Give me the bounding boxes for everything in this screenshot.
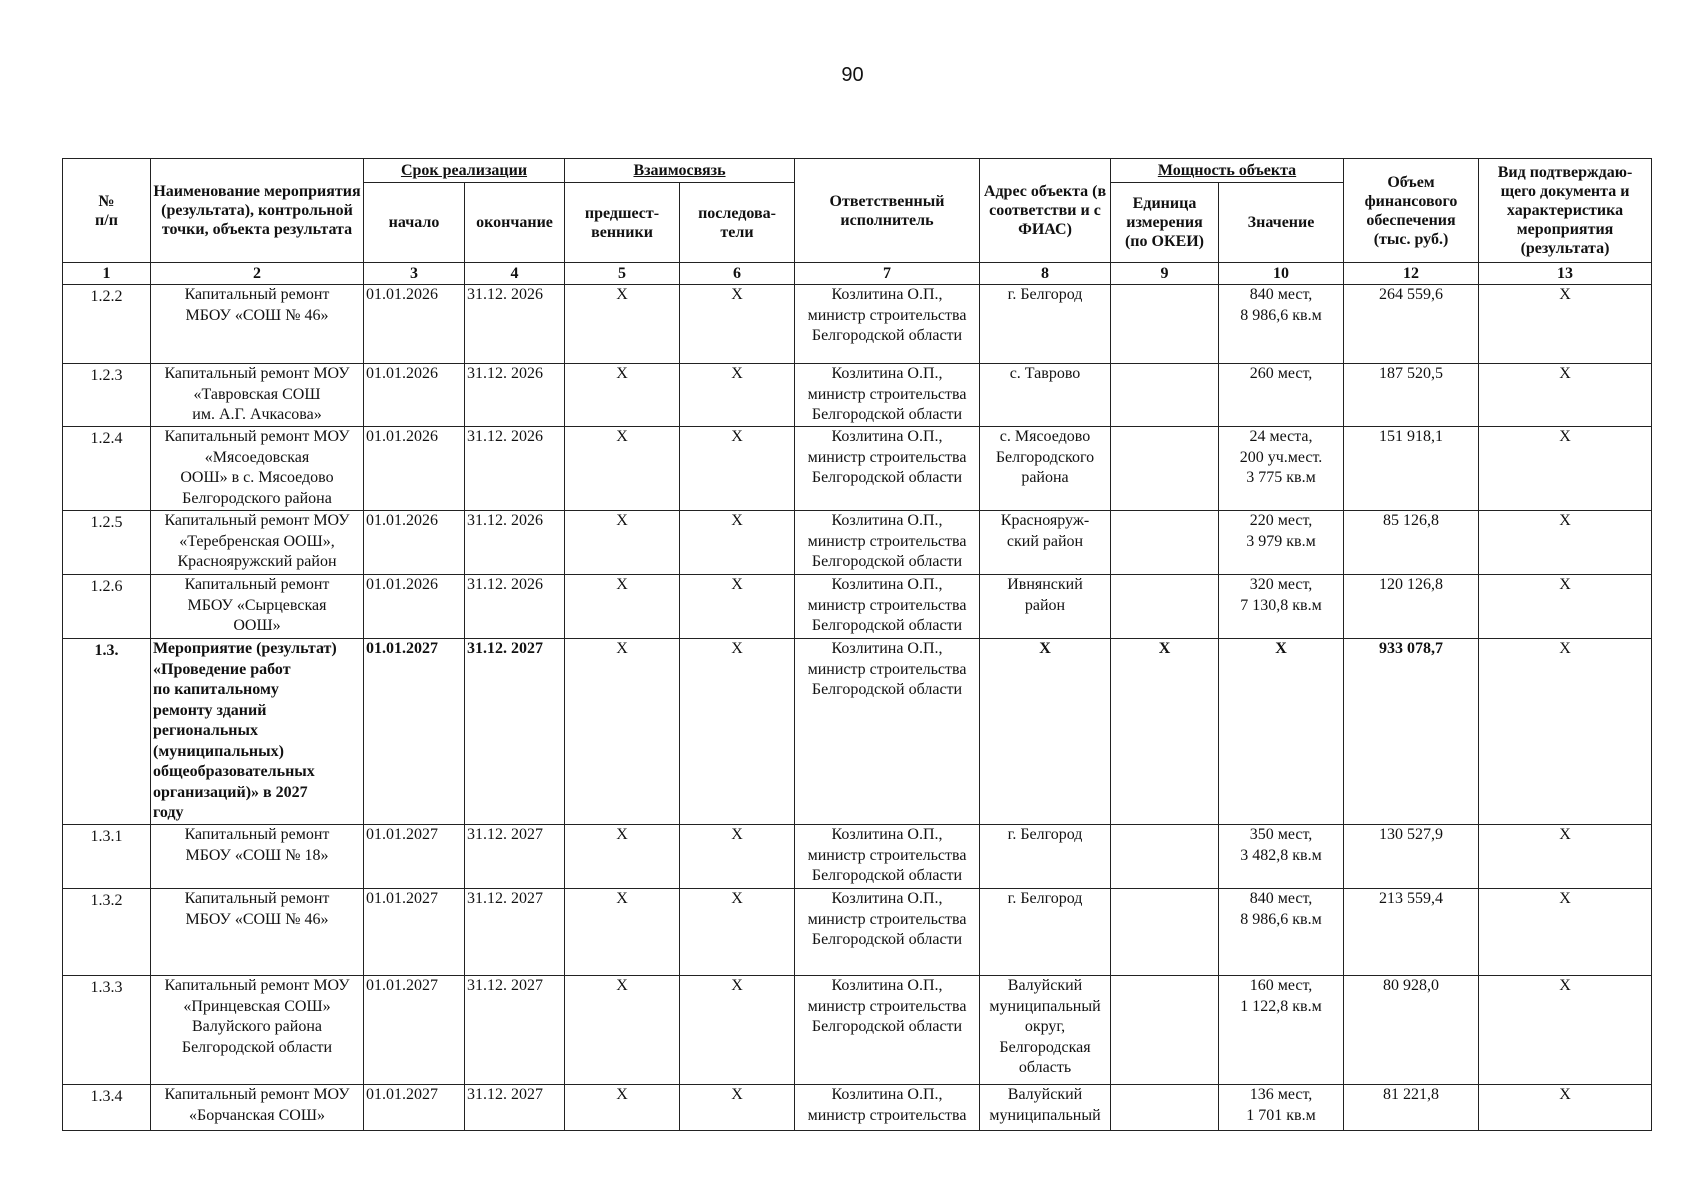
row-number: 1.2.4 <box>63 427 151 511</box>
end-date: 31.12. 2027 <box>465 976 565 1085</box>
object-address: Валуйский муниципальный <box>980 1085 1111 1131</box>
predecessors: X <box>565 575 680 639</box>
predecessors: X <box>565 364 680 427</box>
unit-of-measure <box>1111 976 1219 1085</box>
header-document: Вид подтверждаю-щего документа и характеристика мероприятия (результата) <box>1479 159 1652 263</box>
row-number: 1.3.1 <box>63 825 151 889</box>
row-number: 1.2.2 <box>63 285 151 364</box>
row-number: 1.2.3 <box>63 364 151 427</box>
financing-amount: 130 527,9 <box>1344 825 1479 889</box>
header-num: № п/п <box>63 159 151 263</box>
table-row <box>63 364 1652 427</box>
unit-of-measure <box>1111 575 1219 639</box>
header-value: Значение <box>1219 183 1344 263</box>
measure-name: Капитальный ремонт МОУ «Борчанская СОШ» <box>151 1085 364 1131</box>
capacity-value: 220 мест, 3 979 кв.м <box>1219 511 1344 575</box>
financing-amount: 120 126,8 <box>1344 575 1479 639</box>
column-number: 7 <box>795 263 980 285</box>
page-number: 90 <box>841 64 864 86</box>
column-number: 12 <box>1344 263 1479 285</box>
responsible-person: Козлитина О.П., министр строительства Белгородской области <box>795 889 980 976</box>
responsible-person: Козлитина О.П., министр строительства Белгородской области <box>795 364 980 427</box>
successors: X <box>680 976 795 1085</box>
responsible-person: Козлитина О.П., министр строительства Белгородской области <box>795 639 980 825</box>
successors: X <box>680 364 795 427</box>
table-row <box>63 639 1652 825</box>
start-date: 01.01.2026 <box>364 427 465 511</box>
table-row <box>63 889 1652 976</box>
end-date: 31.12. 2026 <box>465 427 565 511</box>
responsible-person: Козлитина О.П., министр строительства Белгородской области <box>795 575 980 639</box>
header-predecessors: предшест- венники <box>565 183 680 263</box>
capacity-value: 160 мест, 1 122,8 кв.м <box>1219 976 1344 1085</box>
document-type: X <box>1479 1085 1652 1131</box>
successors: X <box>680 889 795 976</box>
responsible-person: Козлитина О.П., министр строительства Белгородской области <box>795 511 980 575</box>
object-address: X <box>980 639 1111 825</box>
end-date: 31.12. 2027 <box>465 639 565 825</box>
end-date: 31.12. 2027 <box>465 889 565 976</box>
end-date: 31.12. 2027 <box>465 1085 565 1131</box>
start-date: 01.01.2027 <box>364 1085 465 1131</box>
predecessors: X <box>565 285 680 364</box>
header-address: Адрес объекта (в соответстви и с ФИАС) <box>980 159 1111 263</box>
header-end: окончание <box>465 183 565 263</box>
predecessors: X <box>565 825 680 889</box>
header-name: Наименование мероприятия (результата), контрольной точки, объекта результата <box>151 159 364 263</box>
document-type: X <box>1479 511 1652 575</box>
document-type: X <box>1479 285 1652 364</box>
document-type: X <box>1479 575 1652 639</box>
header-successors: последова- тели <box>680 183 795 263</box>
responsible-person: Козлитина О.П., министр строительства Белгородской области <box>795 976 980 1085</box>
object-address: г. Белгород <box>980 889 1111 976</box>
responsible-person: Козлитина О.П., министр строительства Белгородской области <box>795 825 980 889</box>
header-responsible: Ответственный исполнитель <box>795 159 980 263</box>
document-type: X <box>1479 364 1652 427</box>
table-row <box>63 285 1652 364</box>
header-link: Взаимосвязь <box>565 159 795 183</box>
document-type: X <box>1479 889 1652 976</box>
successors: X <box>680 285 795 364</box>
unit-of-measure <box>1111 1085 1219 1131</box>
document-type: X <box>1479 976 1652 1085</box>
start-date: 01.01.2026 <box>364 511 465 575</box>
table-row <box>63 575 1652 639</box>
header-start: начало <box>364 183 465 263</box>
table-row <box>63 511 1652 575</box>
measure-name: Капитальный ремонт МОУ «Тавровская СОШ им. А.Г. Ачкасова» <box>151 364 364 427</box>
measure-name: Капитальный ремонт МБОУ «СОШ № 46» <box>151 889 364 976</box>
capacity-value: 840 мест, 8 986,6 кв.м <box>1219 889 1344 976</box>
document-type: X <box>1479 825 1652 889</box>
header-power: Мощность объекта <box>1111 159 1344 183</box>
header-finance: Объем финансового обеспечения (тыс. руб.) <box>1344 159 1479 263</box>
financing-amount: 81 221,8 <box>1344 1085 1479 1131</box>
object-address: Ивнянский район <box>980 575 1111 639</box>
row-number: 1.3.3 <box>63 976 151 1085</box>
start-date: 01.01.2027 <box>364 639 465 825</box>
predecessors: X <box>565 639 680 825</box>
predecessors: X <box>565 976 680 1085</box>
successors: X <box>680 1085 795 1131</box>
capacity-value: 350 мест, 3 482,8 кв.м <box>1219 825 1344 889</box>
column-number: 10 <box>1219 263 1344 285</box>
capacity-value: 24 места, 200 уч.мест. 3 775 кв.м <box>1219 427 1344 511</box>
measure-name: Капитальный ремонт МОУ «Мясоедовская ООШ» в с. Мясоедово Белгородского района <box>151 427 364 511</box>
measures-table <box>62 158 1652 1131</box>
unit-of-measure <box>1111 364 1219 427</box>
column-number: 6 <box>680 263 795 285</box>
capacity-value: X <box>1219 639 1344 825</box>
measure-name: Капитальный ремонт МБОУ «СОШ № 46» <box>151 285 364 364</box>
end-date: 31.12. 2027 <box>465 825 565 889</box>
capacity-value: 840 мест, 8 986,6 кв.м <box>1219 285 1344 364</box>
column-number: 1 <box>63 263 151 285</box>
document-type: X <box>1479 427 1652 511</box>
object-address: Валуйский муниципальный округ, Белгородская область <box>980 976 1111 1085</box>
successors: X <box>680 427 795 511</box>
start-date: 01.01.2027 <box>364 825 465 889</box>
measure-name: Капитальный ремонт МБОУ «СОШ № 18» <box>151 825 364 889</box>
predecessors: X <box>565 511 680 575</box>
successors: X <box>680 639 795 825</box>
column-number: 5 <box>565 263 680 285</box>
table-row <box>63 1085 1652 1131</box>
row-number: 1.2.5 <box>63 511 151 575</box>
responsible-person: Козлитина О.П., министр строительства <box>795 1085 980 1131</box>
column-number: 13 <box>1479 263 1652 285</box>
financing-amount: 80 928,0 <box>1344 976 1479 1085</box>
object-address: с. Мясоедово Белгородского района <box>980 427 1111 511</box>
financing-amount: 213 559,4 <box>1344 889 1479 976</box>
object-address: Краснояруж- ский район <box>980 511 1111 575</box>
unit-of-measure <box>1111 889 1219 976</box>
financing-amount: 933 078,7 <box>1344 639 1479 825</box>
capacity-value: 136 мест, 1 701 кв.м <box>1219 1085 1344 1131</box>
responsible-person: Козлитина О.П., министр строительства Белгородской области <box>795 285 980 364</box>
table-row <box>63 825 1652 889</box>
end-date: 31.12. 2026 <box>465 364 565 427</box>
unit-of-measure <box>1111 825 1219 889</box>
header-unit: Единица измерения (по ОКЕИ) <box>1111 183 1219 263</box>
predecessors: X <box>565 889 680 976</box>
start-date: 01.01.2026 <box>364 285 465 364</box>
table-row <box>63 976 1652 1085</box>
document-type: X <box>1479 639 1652 825</box>
object-address: г. Белгород <box>980 825 1111 889</box>
start-date: 01.01.2027 <box>364 889 465 976</box>
column-number: 8 <box>980 263 1111 285</box>
unit-of-measure <box>1111 511 1219 575</box>
unit-of-measure <box>1111 427 1219 511</box>
end-date: 31.12. 2026 <box>465 285 565 364</box>
start-date: 01.01.2027 <box>364 976 465 1085</box>
successors: X <box>680 511 795 575</box>
financing-amount: 264 559,6 <box>1344 285 1479 364</box>
measure-name: Мероприятие (результат) «Проведение работ по капитальному ремонту зданий региональных (муниципальных) общеобразовательных организаций)» в 2027 году <box>151 639 364 825</box>
predecessors: X <box>565 1085 680 1131</box>
financing-amount: 85 126,8 <box>1344 511 1479 575</box>
measure-name: Капитальный ремонт МОУ «Теребренская ООШ», Краснояружский район <box>151 511 364 575</box>
object-address: г. Белгород <box>980 285 1111 364</box>
row-number: 1.2.6 <box>63 575 151 639</box>
start-date: 01.01.2026 <box>364 364 465 427</box>
row-number: 1.3. <box>63 639 151 825</box>
successors: X <box>680 575 795 639</box>
header-term: Срок реализации <box>364 159 565 183</box>
measure-name: Капитальный ремонт МБОУ «Сырцевская ООШ» <box>151 575 364 639</box>
end-date: 31.12. 2026 <box>465 575 565 639</box>
unit-of-measure <box>1111 285 1219 364</box>
column-number: 9 <box>1111 263 1219 285</box>
column-number: 3 <box>364 263 465 285</box>
end-date: 31.12. 2026 <box>465 511 565 575</box>
successors: X <box>680 825 795 889</box>
responsible-person: Козлитина О.П., министр строительства Белгородской области <box>795 427 980 511</box>
start-date: 01.01.2026 <box>364 575 465 639</box>
capacity-value: 320 мест, 7 130,8 кв.м <box>1219 575 1344 639</box>
unit-of-measure: X <box>1111 639 1219 825</box>
predecessors: X <box>565 427 680 511</box>
table-row <box>63 427 1652 511</box>
capacity-value: 260 мест, <box>1219 364 1344 427</box>
measure-name: Капитальный ремонт МОУ «Принцевская СОШ» Валуйского района Белгородской области <box>151 976 364 1085</box>
row-number: 1.3.4 <box>63 1085 151 1131</box>
financing-amount: 151 918,1 <box>1344 427 1479 511</box>
row-number: 1.3.2 <box>63 889 151 976</box>
column-number: 4 <box>465 263 565 285</box>
column-number: 2 <box>151 263 364 285</box>
object-address: с. Таврово <box>980 364 1111 427</box>
financing-amount: 187 520,5 <box>1344 364 1479 427</box>
